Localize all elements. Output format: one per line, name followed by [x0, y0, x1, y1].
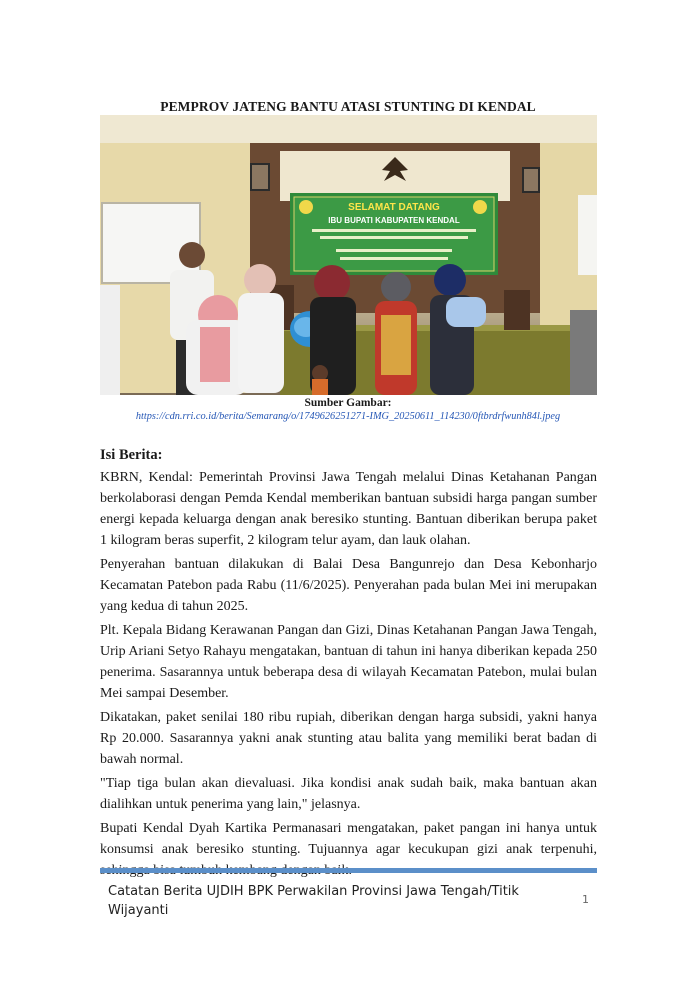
paragraph: Plt. Kepala Bidang Kerawanan Pangan dan Gizi, Dinas Ketahanan Pangan Jawa Tengah, Urip Ariani Setyo Rahayu mengatakan, bantuan di tahun ini hanya diberikan kepada 250 penerima. Sasarannya untuk beberapa desa di wilayah Kecamatan Patebon, mulai bulan Mei sampai Desember.	[100, 623, 597, 701]
image-source-link[interactable]: https://cdn.rri.co.id/berita/Semarang/o/1749626251271-IMG_20250611_114230/0ftbrdrfwunh84l.jpeg	[135, 411, 561, 422]
banner-subtitle: IBU BUPATI KABUPATEN KENDAL	[328, 216, 460, 225]
paragraph: "Tiap tiga bulan akan dievaluasi. Jika kondisi anak sudah baik, maka bantuan akan dialihkan untuk penerima yang lain," jelasnya.	[100, 776, 597, 812]
paragraph: Dikatakan, paket senilai 180 ribu rupiah, diberikan dengan harga subsidi, yakni hanya Rp 20.000. Sasarannya yakni anak stunting atau balita yang memiliki berat badan di bawah normal.	[100, 710, 597, 767]
paragraph: KBRN, Kendal: Pemerintah Provinsi Jawa Tengah melalui Dinas Ketahanan Pangan berkolaborasi dengan Pemda Kendal memberikan bantuan subsidi harga pangan sumber energi kepada keluarga dengan anak beresiko stunting. Bantuan diberikan berupa paket 1 kilogram beras superfit, 2 kilogram telur ayam, dan lauk olahan.	[100, 470, 597, 548]
image-source-label: Sumber Gambar:	[304, 397, 392, 409]
page-title: PEMPROV JATENG BANTU ATASI STUNTING DI KENDAL	[160, 99, 536, 114]
footer-text: Catatan Berita UJDIH BPK Perwakilan Provinsi Jawa Tengah/Titik Wijayanti	[108, 884, 519, 918]
banner-title: SELAMAT DATANG	[348, 202, 440, 213]
page-number: 1	[582, 893, 589, 906]
footer-divider	[100, 868, 597, 873]
section-heading: Isi Berita:	[100, 447, 163, 463]
paragraph: Bupati Kendal Dyah Kartika Permanasari mengatakan, paket pangan ini hanya untuk konsumsi anak beresiko stunting. Tujuannya agar kecukupan gizi anak terpenuhi,	[100, 821, 597, 857]
news-photo	[100, 115, 597, 395]
paragraph: Penyerahan bantuan dilakukan di Balai Desa Bangunrejo dan Desa Kebonharjo Kecamatan Patebon pada Rabu (11/6/2025). Penyerahan pada bulan Mei ini merupakan yang kedua di tahun 2025.	[100, 557, 597, 614]
article-body	[100, 467, 597, 884]
